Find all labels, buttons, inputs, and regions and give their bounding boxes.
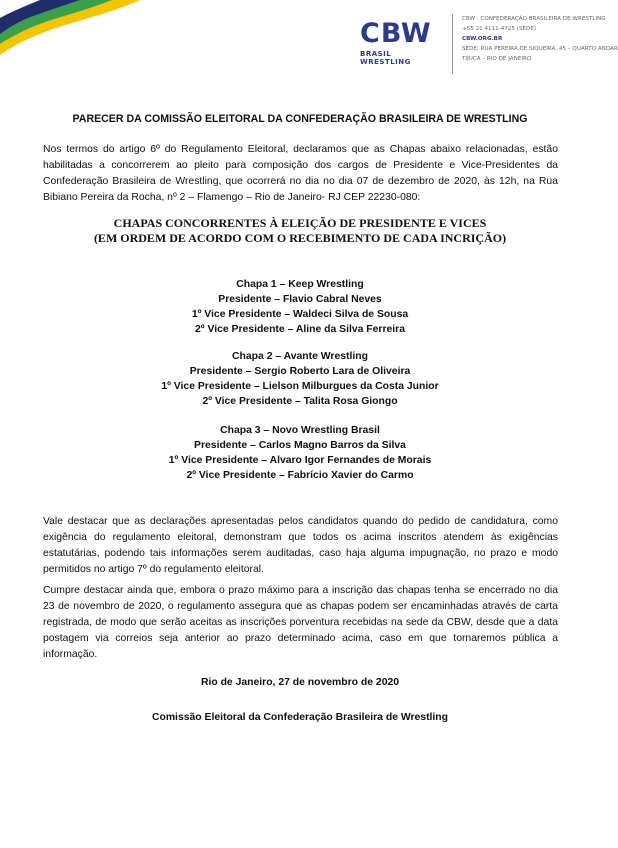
contact-phone: +55 21 4111-4725 (SEDE) (462, 26, 537, 32)
signature-line: Comissão Eleitoral da Confederação Brasileira de Wrestling (151, 712, 449, 723)
slate-vice-president-1: 1º Vice Presidente – Waldeci Silva de Sousa (191, 309, 409, 320)
header-divider (452, 14, 453, 74)
brand-swoosh-graphic (0, 0, 140, 55)
slate-2 (40, 349, 560, 409)
declarations-paragraph: Vale destacar que as declarações apresentadas pelos candidatos quando do pedido de candidatura, como exigência do regulamento eleitoral, demonstram que todos os acima inscritos atendem às exigências estatutárias, podendo tais informações serem auditadas, caso haja alguma impugnação, no prazo e modo permitidos no artigo 7º do regulamento eleitoral. (43, 516, 558, 575)
slate-vice-president-1: 1º Vice Presidente – Alvaro Igor Fernandes de Morais (168, 455, 432, 466)
slate-3 (40, 423, 560, 483)
slate-vice-president-2: 2º Vice Presidente – Fabrício Xavier do Carmo (186, 470, 414, 481)
slate-1 (40, 277, 560, 337)
slate-vice-president-1: 1º Vice Presidente – Lielson Milburgues da Costa Junior (161, 381, 439, 392)
slate-vice-president-2: 2º Vice Presidente – Talita Rosa Giongo (202, 396, 398, 407)
chapas-heading-line-2: (EM ORDEM DE ACORDO COM O RECEBIMENTO DE CADA INCRIÇÃO) (93, 231, 507, 245)
deadline-paragraph: Cumpre destacar ainda que, embora o prazo máximo para a inscrição das chapas tenha se encerrado no dia 23 de novembro de 2020, o regulamento assegura que as chapas podem ser encaminhadas através de carta registrada, de modo que serão aceitas as inscrições porventura recebidas na sede da CBW, desde que a data postagem via correios seja anterior ao prazo determinado acima, caso em que tornaremos pública a informação. (43, 585, 558, 660)
slate-name: Chapa 2 – Avante Wrestling (232, 351, 368, 362)
contact-organization: CBW · CONFEDERAÇÃO BRASILEIRA DE WRESTLING (462, 16, 606, 22)
chapas-heading (40, 216, 560, 246)
place-and-date: Rio de Janeiro, 27 de novembro de 2020 (200, 677, 400, 688)
logo-wordmark: CBW (360, 18, 432, 49)
slate-president: Presidente – Carlos Magno Barros da Silva (194, 440, 406, 451)
contact-website[interactable]: CBW.ORG.BR (462, 36, 503, 42)
chapas-heading-line-1: CHAPAS CONCORRENTES À ELEIÇÃO DE PRESIDENTE E VICES (113, 216, 487, 230)
logo-subtitle: BRASIL WRESTLING (360, 50, 411, 66)
contact-address-line-2: TIJUCA – RIO DE JANEIRO (462, 56, 532, 62)
intro-paragraph: Nos termos do artigo 6º do Regulamento Eleitoral, declaramos que as Chapas abaixo relacionadas, estão habilitadas a concorrerem ao pleito para composição dos cargos de Presidente e Vice-Presidentes da Confederação Brasileira de Wrestling, que ocorrerá no dia no dia 07 de dezembro de 2020, às 12h, na Rua Bibiano Pereira da Rocha, nº 2 – Flamengo – Rio de Janeiro- RJ CEP 22230-080: (43, 144, 558, 203)
slate-president: Presidente – Flavio Cabral Neves (218, 294, 382, 305)
slate-president: Presidente – Sergio Roberto Lara de Oliveira (189, 366, 411, 377)
slate-vice-president-2: 2º Vice Presidente – Aline da Silva Ferreira (195, 324, 405, 335)
document-title: PARECER DA COMISSÃO ELEITORAL DA CONFEDERAÇÃO BRASILEIRA DE WRESTLING (72, 113, 528, 125)
header-contact (462, 14, 618, 64)
cbw-logo (360, 20, 440, 66)
slate-name: Chapa 1 – Keep Wrestling (236, 279, 364, 290)
contact-address-line-1: SEDE: RUA PEREIRA DE SIQUEIRA, 45 – QUARTO ANDAR (462, 46, 618, 52)
slate-name: Chapa 3 – Novo Wrestling Brasil (220, 425, 380, 436)
